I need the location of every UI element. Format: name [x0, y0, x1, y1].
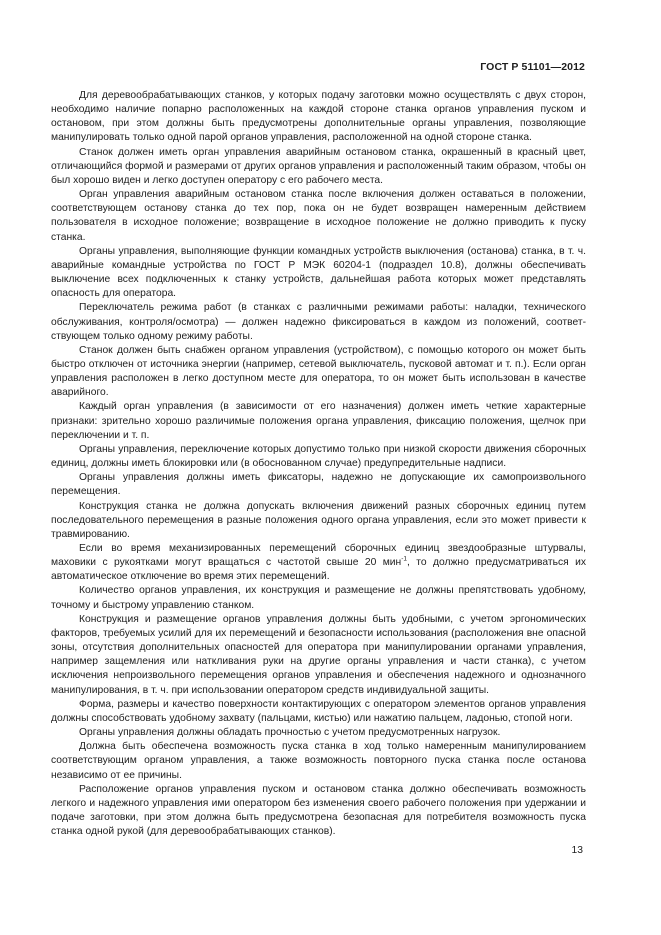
- paragraph-emergency-stop-latching: Орган управления аварийным остановом станка после включения должен оставаться в положении, соответствующем останову станка до тех пор, пока он не будет возвращен намеренным действием пользователя в исходное положение; возвращение в исходное положение не должно приводить к пуску станка.: [51, 189, 586, 243]
- paragraph-control-shape: Форма, размеры и качество поверхности контактирующих с оператором элементов органов управления должны способствовать удобному захвату (пальцами, кистью) или нажатию пальцем, ладонью, стопой ноги.: [51, 698, 586, 724]
- paragraph-mode-selector: Переключатель режима работ (в станках с различными режимами работы: наладки, технического обслуживания, контроля/осмотра) — должен надежно фиксироваться в каждом из положений, соответствующем только одному режиму работы.: [51, 302, 586, 342]
- paragraph-control-quantity: Количество органов управления, их конструкция и размещение не должны препятствовать удобному, точному и быстрому управлению станком.: [51, 585, 586, 611]
- paragraph-bidirectional-feed: Для деревообрабатывающих станков, у которых подачу заготовки можно осуществлять с двух сторон, необходимо наличие попарно расположенных на каждой стороне станка органов управления пуском и остановом, при этом должны быть предусмотрены дополнительные органы управления, позволяющие манипулировать только одной парой органов управления, расположенной на одной стороне станка.: [51, 90, 586, 144]
- paragraph-handwheel-disengage: [51, 542, 586, 584]
- paragraph-energy-isolation: Станок должен быть снабжен органом управления (устройством), с помощью которого он может быть быстро отключен от источника энергии (например, сетевой выключатель, пусковой автомат и т. п.). Если орган управления расположен в легко доступном месте для оператора, то он может быть использован в качестве аварийного.: [51, 344, 586, 399]
- standard-header: ГОСТ Р 51101—2012: [480, 61, 585, 73]
- paragraph-control-ergonomics: Конструкция и размещение органов управления должны быть удобными, с учетом эргономических факторов, требуемых усилий для их перемещений и безопасности использования (расположения вне опасной зоны, отсутствия дополнительных опасностей для оператора при манипулировании органами управления, например защемления или наткливания руки на другие органы управления и части станка), с учетом исключения непроизвольного перемещения органов управления и обеспечения надежного и однозначного манипулирования, в т. ч. при использовании оператором средств индивидуальной защиты.: [51, 613, 586, 696]
- paragraph-start-stop-placement: Расположение органов управления пуском и остановом станка должно обеспечивать возможность легкого и надежного управления ими оператором без изменения своего рабочего положения при удержании и подаче заготовки, при этом должна быть предусмотрена безопасная для потребителя возможность пуска станка одной рукой (для деревообрабатывающих станков).: [51, 783, 586, 838]
- paragraph-emergency-stop-control: Станок должен иметь орган управления аварийным остановом станка, окрашенный в красный цвет, отличающийся формой и размерами от других органов управления и расположенный таким образом, чтобы он был хорошо виден и легко доступен оператору с его рабочего места.: [51, 146, 586, 186]
- paragraph-stop-devices: Органы управления, выполняющие функции командных устройств выключения (останова) станка, в т. ч. аварийные командные устройства по ГОСТ Р МЭК 60204-1 (подраздел 10.8), должны обеспечивать выключение всех подключенных к станку устройств, дальнейшая работа которых может представлять опасность для операторa.: [51, 245, 586, 300]
- handwheel-text-after: , то должно предусматриваться их автоматическое отключение во время этих перемещений.: [51, 557, 586, 583]
- paragraph-sequential-movement: Конструкция станка не должна допускать включения движений разных сборочных единиц путем последовательного перемещения в разные положения одного органа управления, если это может привести к травмированию.: [51, 500, 586, 540]
- handwheel-text-before: Если во время механизированных перемещений сборочных единиц звездообразные штурвалы, маховики с рукоятками могут вращаться с частотой свыше 20 мин: [51, 543, 586, 569]
- paragraph-low-speed-controls: Органы управления, переключение которых допустимо только при низкой скорости движения сборочных единиц, должны иметь блокировки или (в обоснованном случае) предупредительные надписи.: [51, 443, 586, 470]
- paragraph-control-detents: Органы управления должны иметь фиксаторы, надежно не допускающие их самопроизвольного перемещения.: [51, 472, 586, 498]
- paragraph-control-features: Каждый орган управления (в зависимости от его назначения) должен иметь четкие характерные признаки: зрительно хорошо различимые положения органа управления, фиксацию положения, щелчок при переключении и т. п.: [51, 401, 586, 441]
- document-body: [51, 89, 586, 839]
- handwheel-unit-superscript: -1: [401, 555, 408, 563]
- page-number: 13: [571, 845, 583, 856]
- paragraph-intentional-start: Должна быть обеспечена возможность пуска станка в ход только намеренным манипулированием соответствующим органом управления, а также возможность повторного пуска станка после останова независимо от ее причины.: [51, 741, 586, 781]
- paragraph-control-strength: Органы управления должны обладать прочностью с учетом предусмотренных нагрузок.: [79, 727, 501, 739]
